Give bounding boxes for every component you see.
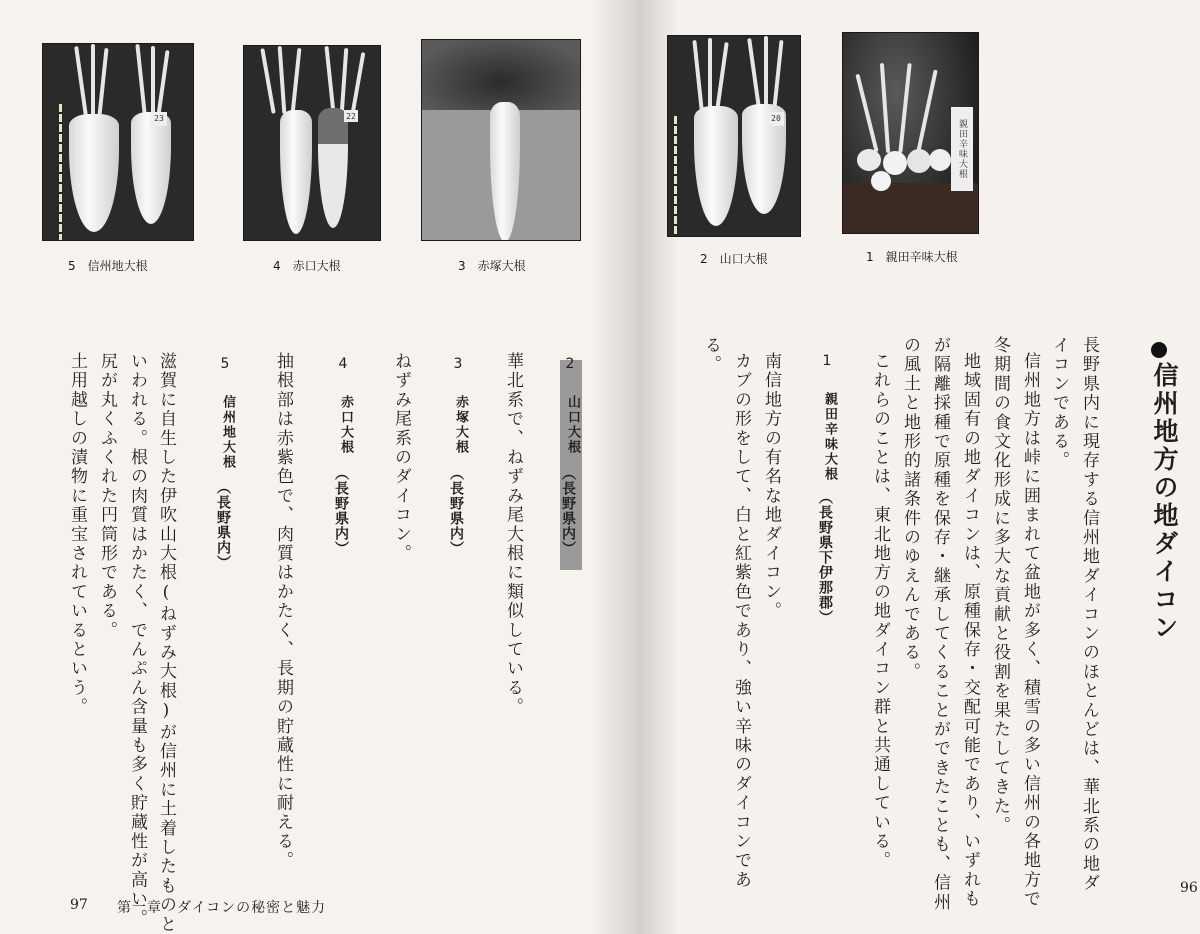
item2-region: （長野県内）: [560, 466, 576, 556]
photo-tag-23: 23: [151, 112, 167, 126]
item1-region: （長野県下伊那郡）: [817, 490, 833, 625]
caption-4: 4 赤口大根: [273, 259, 341, 273]
item5-line4: 土用越しの漬物に重宝されているという。: [67, 352, 87, 717]
item3-region: （長野県内）: [448, 466, 464, 556]
right-para2-line1: 信州地方は峠に囲まれて盆地が多く、積雪の多い信州の各地方で: [1020, 352, 1040, 909]
item1-number: 1: [819, 353, 835, 372]
item4-title: 赤口大根: [338, 395, 353, 455]
item4-line1: 抽根部は赤紫色で、肉質はかたく、長期の貯蔵性に耐える。: [273, 352, 293, 871]
item5-line2: いわれる。根の肉質はかたく、でんぷん含量も多く貯蔵性が高い。: [127, 352, 147, 928]
photo-yamaguchi-daikon: [667, 35, 801, 237]
photo-akatsuka-daikon: [421, 39, 581, 241]
item1-title: 親田辛味大根: [822, 392, 837, 482]
item1-line1: 南信地方の有名な地ダイコン。: [761, 352, 781, 621]
caption-3: 3 赤塚大根: [458, 259, 526, 273]
photo-shinshu-ji-daikon: [42, 43, 194, 241]
right-para1-line1: 長野県内に現存する信州地ダイコンのほとんどは、華北系の地ダ: [1079, 336, 1099, 893]
item1-line3: る。: [701, 336, 721, 375]
item5-region: （長野県内）: [215, 480, 231, 570]
item2-number: 2: [562, 356, 578, 375]
photo-sign-oyada: 親田辛味大根: [951, 107, 973, 191]
item2-title: 山口大根: [565, 395, 580, 455]
photo-akaguchi-daikon: [243, 45, 381, 241]
page-number-96: 96: [1180, 880, 1198, 896]
section-heading: 信州地方の地ダイコン: [1150, 362, 1179, 642]
caption-5: 5 信州地大根: [68, 259, 148, 273]
page-number-97: 97: [70, 897, 88, 913]
item4-region: （長野県内）: [333, 466, 349, 556]
right-para2-line2: 冬期間の食文化形成に多大な貢献と役割を果たしてきた。: [990, 336, 1010, 836]
running-head: 第一章 ダイコンの秘密と魅力: [117, 900, 327, 916]
item4-number: 4: [335, 356, 351, 375]
photo-oyada-karami-daikon: [842, 32, 979, 234]
item5-number: 5: [217, 356, 233, 375]
right-para3-line1: 地域固有の地ダイコンは、原種保存・交配可能であり、いずれも: [960, 352, 980, 909]
right-para3-line3: の風土と地形的諸条件のゆえんである。: [900, 336, 920, 682]
section-bullet: [1151, 342, 1167, 358]
item3-number: 3: [450, 356, 466, 375]
item5-line3: 尻が丸くふくれた円筒形である。: [97, 352, 117, 640]
item3-line1: ねずみ尾系のダイコン。: [391, 352, 411, 564]
caption-2: 2 山口大根: [700, 252, 768, 266]
item2-line1: 華北系で、ねずみ尾大根に類似している。: [503, 352, 523, 717]
right-para4-line1: これらのことは、東北地方の地ダイコン群と共通している。: [870, 352, 890, 871]
right-para3-line2: が隔離採種で原種を保存・継承してくることができたことも、信州: [930, 336, 950, 912]
item1-line2: カブの形をして、白と紅紫色であり、強い辛味のダイコンであ: [731, 352, 751, 890]
photo-tag-20: 20: [768, 112, 784, 126]
item3-title: 赤塚大根: [453, 395, 468, 455]
item5-line1: 滋賀に自生した伊吹山大根(ねずみ大根)が信州に土着したものと: [156, 352, 176, 934]
photo-tag-22: 22: [344, 110, 358, 122]
item5-title: 信州地大根: [220, 395, 235, 470]
caption-1: 1 親田辛味大根: [866, 250, 958, 264]
right-para1-line2: イコンである。: [1049, 336, 1069, 471]
